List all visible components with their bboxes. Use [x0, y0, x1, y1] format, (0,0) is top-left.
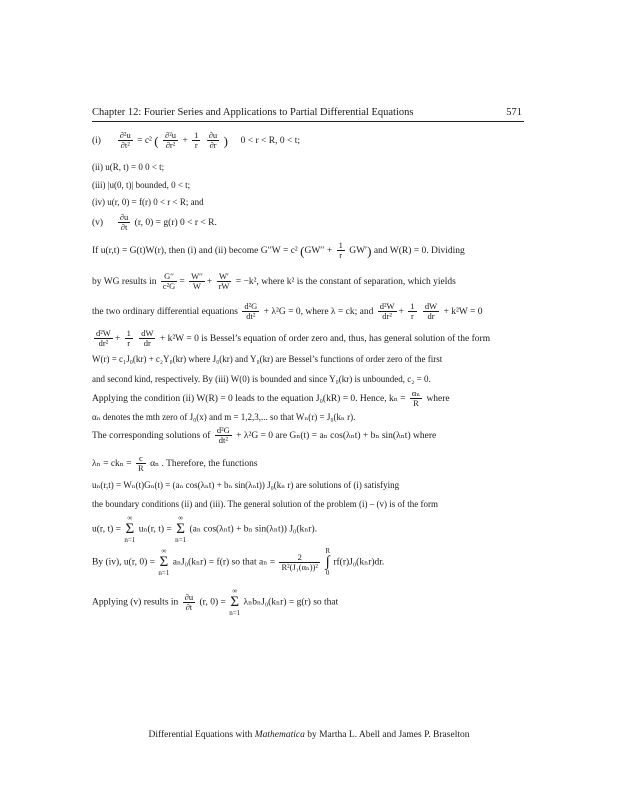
fraction: $\frac{dW}{dr}$ [141, 328, 154, 349]
paragraph-2: by WG results in $\frac{G''}{\text{c²G}}$ = $\frac{W''}{W}$ + $\frac{W'}{rW}$ = −k², where k² is the constant of separation, which yields [92, 271, 456, 292]
coefficient-a: By (iv), u(r, 0) = ∞ Σ n=1 aₙJ₀(kₙr) = f(r) so that aₙ = $\frac{2}{\text{R²(J₁(αₙ))²}}$ R ∫ 0 rf(r)J₀(kₙr)dr. [92, 547, 385, 577]
fraction: $\frac{\text{d²W}}{\text{dr²}}$ [379, 301, 395, 322]
summation: ∞ Σ n=1 [175, 514, 187, 544]
apply-v: Applying (v) results in $\frac{\partial u}{\partial t}$ (r, 0) = ∞ Σ n=1 λₙbₙJ₀(kₙr) = g(r) so that [92, 587, 339, 617]
fraction: $\frac{\partial u}{\partial r}$ [208, 130, 218, 151]
header-rule [92, 121, 524, 122]
fraction: $\frac{1}{r}$ [410, 301, 415, 322]
text-line: and second kind, respectively. By (iii) W(0) is bounded and since Y₀(kr) is unbounded, c₂ = 0. [92, 374, 431, 384]
fraction: $\frac{dW}{dr}$ [424, 301, 438, 322]
paragraph-4: $\frac{\text{d²W}}{\text{dr²}}$ + $\frac{1}{r}$ $\frac{dW}{dr}$ + k²W = 0 is Bessel’s equation of order zero and, thus, has general solution of the form [96, 328, 491, 349]
fraction: $\frac{W'}{rW}$ [218, 271, 230, 292]
fraction: $\frac{\text{d²G}}{\text{dt²}}$ [244, 301, 258, 322]
condition-iii: (iii) |u(0, t)| bounded, 0 < t; [92, 180, 191, 190]
fraction: $\frac{\text{αₙ}}{R}$ [411, 388, 421, 409]
text-line: αₙ denotes the mth zero of J₀(x) and m = 1,2,3,... so that Wₙ(r) = J₀(kₙ r). [92, 412, 356, 422]
fraction: $\frac{\text{d²G}}{\text{dt²}}$ [216, 425, 230, 446]
fraction: $\frac{2}{\text{R²(J₁(αₙ))²}}$ [281, 551, 318, 572]
condition-v: (v) $\frac{\partial u}{\partial t}$ (r, 0) = g(r) 0 < r < R. [92, 212, 217, 233]
fraction: $\frac{\text{∂²u}}{\text{∂r²}}$ [165, 130, 176, 151]
fraction: $\frac{1}{r}$ [194, 130, 199, 151]
label: (i) [92, 136, 101, 147]
fraction: $\frac{\text{∂²u}}{\text{∂t²}}$ [119, 130, 131, 151]
text-line: uₙ(r,t) = Wₙ(t)Gₙ(t) = (aₙ cos(λₙt) + bₙ sin(λₙt)) J₀(kₙ r) are solutions of (i) satisfying [92, 480, 400, 490]
general-solution: u(r, t) = ∞ Σ n=1 uₙ(r, t) = ∞ Σ n=1 (aₙ cos(λₙt) + bₙ sin(λₙt)) J₀(kₙr). [92, 514, 318, 544]
domain: 0 < r < R, 0 < t; [240, 136, 301, 147]
fraction: $\frac{G''}{\text{c²G}}$ [162, 271, 176, 292]
page-number: 571 [506, 107, 522, 118]
condition-ii: (ii) u(R, t) = 0 0 < t; [92, 162, 165, 172]
summation: ∞ Σ n=1 [229, 587, 241, 617]
fraction: $\frac{1}{r}$ [126, 328, 131, 349]
fraction: $\frac{\text{d²W}}{\text{dr²}}$ [96, 328, 111, 349]
condition-i: (i) $\frac{\text{∂²u}}{\text{∂t²}}$ = c² ( $\frac{\text{∂²u}}{\text{∂r²}}$ + $\frac{1}{r}$ $\frac{\partial u}{\partial r}$ ) 0 < r < R, 0 < t; [92, 130, 301, 151]
text-line: Applying the condition (ii) W(R) = 0 leads to the equation J₀(kR) = 0. Hence, kₙ = $\frac{\text{αₙ}}{R}$ where [92, 388, 450, 409]
paragraph-1: If u(r,t) = G(t)W(r), then (i) and (ii) become G′′W = c² (GW′′ + $\frac{1}{r}$ GW′) and W(R) = 0. Dividing [92, 240, 465, 261]
text-line: The corresponding solutions of $\frac{\text{d²G}}{\text{dt²}}$ + λ²G = 0 are Gₙ(t) = aₙ cos(λₙt) + bₙ sin(λₙt) where [92, 425, 437, 446]
fraction: $\frac{\partial u}{\partial t}$ [119, 212, 129, 233]
integral: R ∫ 0 [325, 547, 330, 577]
fraction: $\frac{1}{r}$ [338, 240, 343, 261]
paragraph-3: the two ordinary differential equations $\frac{\text{d²G}}{\text{dt²}}$ + λ²G = 0, where λ = ck; and $\frac{\text{d²W}}{\text{dr²}}$ + $\frac{1}{r}$ $\frac{dW}{dr}$ + k²W = 0 [92, 301, 483, 322]
fraction: $\frac{c}{R}$ [138, 453, 144, 474]
fraction: $\frac{W''}{W}$ [191, 271, 203, 292]
condition-iv: (iv) u(r, 0) = f(r) 0 < r < R; and [92, 197, 204, 207]
chapter-title: Chapter 12: Fourier Series and Applications to Partial Differential Equations [92, 107, 414, 118]
summation: ∞ Σ n=1 [158, 547, 170, 577]
fraction: $\frac{\partial u}{\partial t}$ [184, 591, 194, 612]
text-line: the boundary conditions (ii) and (iii). The general solution of the problem (i) – (v) is of the form [92, 499, 438, 509]
text-line: W(r) = c₁J₀(kr) + c₂Y₀(kr) where J₀(kr) and Y₀(kr) are Bessel’s functions of order zero of the first [92, 354, 443, 364]
text-line: λₙ = ckₙ = $\frac{c}{R}$ αₙ . Therefore, the functions [92, 453, 258, 474]
summation: ∞ Σ n=1 [124, 514, 136, 544]
page-footer: Differential Equations with Mathematica by Martha L. Abell and James P. Braselton [148, 730, 470, 740]
